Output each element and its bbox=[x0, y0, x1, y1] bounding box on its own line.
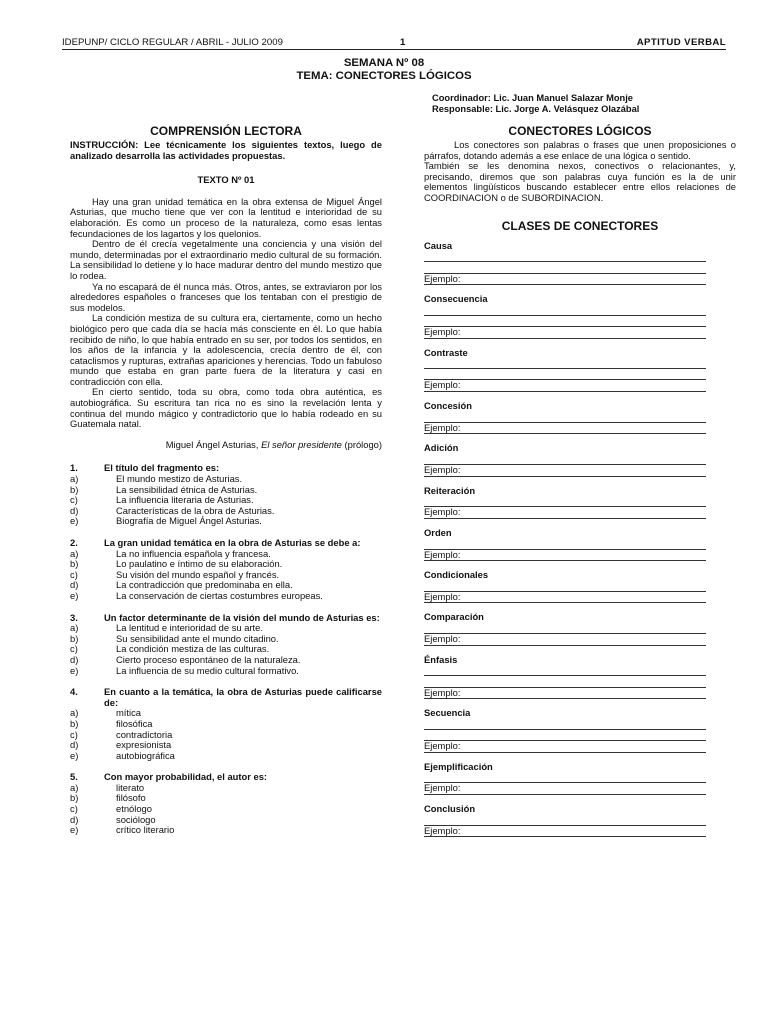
example-label: Ejemplo: bbox=[424, 741, 706, 753]
example-label: Ejemplo: bbox=[424, 507, 706, 519]
texto-title: TEXTO Nº 01 bbox=[197, 174, 255, 186]
connector-category bbox=[424, 486, 706, 519]
connector-category bbox=[424, 708, 706, 752]
header-page-number: 1 bbox=[400, 37, 406, 48]
option-letter: a) bbox=[70, 707, 79, 719]
category-label: Causa bbox=[424, 239, 453, 251]
question-stem bbox=[70, 687, 382, 708]
question-text: Un factor determinante de la visión del mundo de Asturias es: bbox=[104, 611, 380, 623]
category-label: Condicionales bbox=[424, 569, 489, 581]
source-note: (prólogo) bbox=[341, 438, 382, 450]
answer-option bbox=[70, 751, 382, 762]
option-letter: c) bbox=[70, 494, 78, 506]
option-letter: b) bbox=[70, 792, 79, 804]
connector-category bbox=[424, 612, 706, 645]
connector-category bbox=[424, 401, 706, 434]
connector-category bbox=[424, 294, 706, 338]
right-column bbox=[424, 124, 736, 846]
option-letter: c) bbox=[70, 643, 78, 655]
conectores-intro-1: Los conectores son palabras o frases que unen proposiciones o párrafos, dotando además a ese enlace de una lógica o sentido. bbox=[424, 139, 736, 161]
answer-line bbox=[424, 251, 706, 262]
answer-line bbox=[424, 665, 706, 676]
connector-category bbox=[424, 570, 706, 603]
option-letter: b) bbox=[70, 717, 79, 729]
option-letter: b) bbox=[70, 483, 79, 495]
connector-category bbox=[424, 804, 706, 837]
example-label: Ejemplo: bbox=[424, 550, 706, 562]
answer-option bbox=[70, 591, 382, 602]
example-label: Ejemplo: bbox=[424, 688, 706, 700]
option-letter: d) bbox=[70, 579, 79, 591]
option-text: La conservación de ciertas costumbres europeas. bbox=[116, 589, 323, 601]
connector-category bbox=[424, 348, 706, 392]
answer-option bbox=[70, 825, 382, 836]
option-letter: c) bbox=[70, 728, 78, 740]
option-letter: c) bbox=[70, 568, 78, 580]
passage-paragraph: La condición mestiza de su cultura era, ciertamente, como un hecho biológico pero que cada día se hacía más consciente en él. Lo que había recibido de niño, lo que había entrado en su ser, por todos los sentidos, en los años de la infancia y la adolescencia, crecía dentro de él, con cataclismos y rupturas, extrañas apariciones y herencias. Todo un fabuloso mundo que estaba en gran parte fuera de la literatura y casi en contradicción con ella. bbox=[70, 312, 382, 387]
source-work: El señor presidente bbox=[261, 438, 342, 450]
example-label: Ejemplo: bbox=[424, 634, 706, 646]
passage-paragraph: Dentro de él crecía vegetalmente una conciencia y una visión del mundo, determinadas por el extraordinario medio cultural de su formación. La sensibilidad lo detiene y lo hace madurar dentro del mundo mestizo que lo rodea. bbox=[70, 238, 382, 281]
question-stem bbox=[70, 538, 382, 549]
option-text: La contradicción que predominaba en ella. bbox=[116, 579, 293, 591]
category-label: Énfasis bbox=[424, 653, 458, 665]
option-letter: e) bbox=[70, 824, 79, 836]
comprension-heading: COMPRENSIÓN LECTORA bbox=[150, 124, 302, 138]
connector-category bbox=[424, 443, 706, 476]
option-text: etnólogo bbox=[116, 803, 152, 815]
option-text: La sensibilidad étnica de Asturias. bbox=[116, 483, 258, 495]
option-text: Su visión del mundo español y francés. bbox=[116, 568, 280, 580]
option-text: contradictoria bbox=[116, 728, 173, 740]
clases-heading: CLASES DE CONECTORES bbox=[501, 218, 659, 233]
category-label: Adición bbox=[424, 442, 459, 454]
connector-category bbox=[424, 241, 706, 285]
credits bbox=[432, 93, 639, 115]
passage-source bbox=[70, 440, 382, 451]
question-list bbox=[70, 463, 382, 835]
option-text: La influencia literaria de Asturias. bbox=[116, 494, 254, 506]
option-text: Biografía de Miguel Ángel Asturias. bbox=[116, 515, 262, 527]
passage-paragraph: En cierto sentido, toda su obra, como toda obra auténtica, es autobiográfica. Su escritura tan rica no es sino la revelación lenta y continua del mundo mágico y contradictorio que lo había rodeado en su Guatemala natal. bbox=[70, 386, 382, 430]
option-letter: e) bbox=[70, 589, 79, 601]
question-number: 4. bbox=[70, 686, 78, 698]
example-label: Ejemplo: bbox=[424, 327, 706, 339]
option-letter: a) bbox=[70, 622, 79, 634]
example-label: Ejemplo: bbox=[424, 380, 706, 392]
question-text: Con mayor probabilidad, el autor es: bbox=[104, 771, 268, 783]
responsable-line: Responsable: Lic. Jorge A. Velásquez Olazábal bbox=[432, 104, 640, 114]
category-label: Ejemplificación bbox=[424, 760, 493, 772]
question-text: En cuanto a la temática, la obra de Asturias puede calificarse de: bbox=[104, 686, 382, 708]
option-letter: e) bbox=[70, 664, 79, 676]
option-text: Cierto proceso espontáneo de la naturaleza. bbox=[116, 653, 301, 665]
conectores-heading: CONECTORES LÓGICOS bbox=[508, 124, 652, 138]
option-letter: d) bbox=[70, 813, 79, 825]
question-text: La gran unidad temática en la obra de Asturias se debe a: bbox=[104, 537, 361, 548]
option-text: Lo paulatino e íntimo de su elaboración. bbox=[116, 558, 283, 570]
option-text: sociólogo bbox=[116, 813, 156, 825]
category-label: Consecuencia bbox=[424, 293, 488, 305]
question-item bbox=[70, 772, 382, 836]
semana-title: SEMANA Nº 08 bbox=[343, 57, 425, 69]
option-letter: a) bbox=[70, 473, 79, 485]
conectores-intro-2: También se les denomina nexos, conectivos o relacionantes, y, precisando, diremos que son palabras cuya función es la de unir elementos lingüísticos buscando establecer entre ellos relaciones de COORDINACION o de SUBORDINACION. bbox=[424, 160, 736, 203]
question-item bbox=[70, 463, 382, 527]
category-label: Concesión bbox=[424, 399, 472, 411]
category-label: Orden bbox=[424, 526, 452, 538]
example-label: Ejemplo: bbox=[424, 783, 706, 795]
question-number: 1. bbox=[70, 462, 78, 474]
answer-line bbox=[424, 358, 706, 369]
header-subject: APTITUD VERBAL bbox=[636, 37, 726, 48]
example-label: Ejemplo: bbox=[424, 592, 706, 604]
option-letter: d) bbox=[70, 504, 79, 516]
option-letter: c) bbox=[70, 803, 78, 815]
option-letter: a) bbox=[70, 547, 79, 559]
passage-paragraph: Hay una gran unidad temática en la obra extensa de Miguel Ángel Asturias, que mucho tiene que ver con la lentitud e interioridad de su elaboración. Es como un proceso de la naturaleza, como esas lentas fecundaciones de los lagartos y los quelonios. bbox=[70, 195, 382, 239]
answer-option bbox=[70, 655, 382, 666]
answer-line bbox=[424, 719, 706, 730]
answer-line bbox=[424, 538, 706, 549]
option-letter: b) bbox=[70, 632, 79, 644]
category-label: Secuencia bbox=[424, 707, 471, 719]
connector-category bbox=[424, 655, 706, 699]
example-label: Ejemplo: bbox=[424, 274, 706, 286]
left-column bbox=[70, 124, 382, 847]
running-header bbox=[62, 37, 726, 49]
answer-line bbox=[424, 262, 706, 273]
question-number: 5. bbox=[70, 771, 78, 783]
answer-line bbox=[424, 496, 706, 507]
category-label: Comparación bbox=[424, 611, 484, 623]
question-item bbox=[70, 613, 382, 677]
answer-option bbox=[70, 516, 382, 527]
option-letter: e) bbox=[70, 749, 79, 761]
option-letter: d) bbox=[70, 739, 79, 751]
coordinador-line: Coordinador: Lic. Juan Manuel Salazar Monje bbox=[432, 93, 633, 103]
answer-line bbox=[424, 412, 706, 423]
page-title-block bbox=[0, 57, 768, 83]
option-letter: b) bbox=[70, 558, 79, 570]
option-text: expresionista bbox=[116, 739, 172, 751]
question-text: El título del fragmento es: bbox=[104, 462, 220, 474]
answer-option bbox=[70, 719, 382, 730]
answer-line bbox=[424, 730, 706, 741]
option-text: literato bbox=[116, 781, 145, 793]
option-text: Su sensibilidad ante el mundo citadino. bbox=[116, 632, 279, 644]
option-text: filósofo bbox=[116, 792, 146, 804]
option-text: La no influencia española y francesa. bbox=[116, 547, 271, 559]
example-label: Ejemplo: bbox=[424, 826, 706, 838]
answer-line bbox=[424, 772, 706, 783]
instruction-text: INSTRUCCIÓN: Lee técnicamente los siguientes textos, luego de analizado desarrolla las actividades propuestas. bbox=[70, 139, 382, 161]
example-label: Ejemplo: bbox=[424, 465, 706, 477]
answer-line bbox=[424, 581, 706, 592]
option-text: autobiográfica bbox=[116, 749, 175, 761]
connector-category bbox=[424, 528, 706, 561]
reading-passage bbox=[70, 197, 382, 430]
option-text: La influencia de su medio cultural formativo. bbox=[116, 664, 299, 676]
category-label: Reiteración bbox=[424, 484, 476, 496]
answer-line bbox=[424, 305, 706, 316]
category-label: Conclusión bbox=[424, 802, 476, 814]
connector-categories bbox=[424, 241, 736, 838]
option-letter: e) bbox=[70, 515, 79, 527]
answer-line bbox=[424, 623, 706, 634]
category-label: Contraste bbox=[424, 346, 468, 358]
option-text: La lentitud e interioridad de su arte. bbox=[116, 622, 263, 634]
header-course: IDEPUNP/ CICLO REGULAR / ABRIL - JULIO 2009 bbox=[62, 37, 283, 48]
header-rule bbox=[62, 49, 726, 50]
question-item bbox=[70, 687, 382, 761]
source-author: Miguel Ángel Asturias, bbox=[165, 438, 262, 450]
option-letter: d) bbox=[70, 653, 79, 665]
option-text: El mundo mestizo de Asturias. bbox=[116, 473, 243, 485]
option-text: crítico literario bbox=[116, 824, 175, 836]
tema-title: TEMA: CONECTORES LÓGICOS bbox=[296, 70, 472, 82]
answer-line bbox=[424, 676, 706, 687]
question-number: 2. bbox=[70, 537, 78, 548]
connector-category bbox=[424, 762, 706, 795]
answer-line bbox=[424, 814, 706, 825]
answer-line bbox=[424, 454, 706, 465]
passage-paragraph: Ya no escapará de él nunca más. Otros, antes, se extraviaron por los alrededores españoles o franceses que los tentaban con el prestigio de sus modelos. bbox=[70, 280, 382, 313]
option-text: filosófica bbox=[116, 717, 153, 729]
example-label: Ejemplo: bbox=[424, 423, 706, 435]
option-letter: a) bbox=[70, 781, 79, 793]
answer-line bbox=[424, 369, 706, 380]
answer-option bbox=[70, 666, 382, 677]
option-text: mítica bbox=[116, 707, 142, 719]
answer-line bbox=[424, 316, 706, 327]
option-text: Características de la obra de Asturias. bbox=[116, 504, 275, 516]
question-number: 3. bbox=[70, 611, 78, 623]
question-item bbox=[70, 538, 382, 602]
option-text: La condición mestiza de las culturas. bbox=[116, 643, 270, 655]
